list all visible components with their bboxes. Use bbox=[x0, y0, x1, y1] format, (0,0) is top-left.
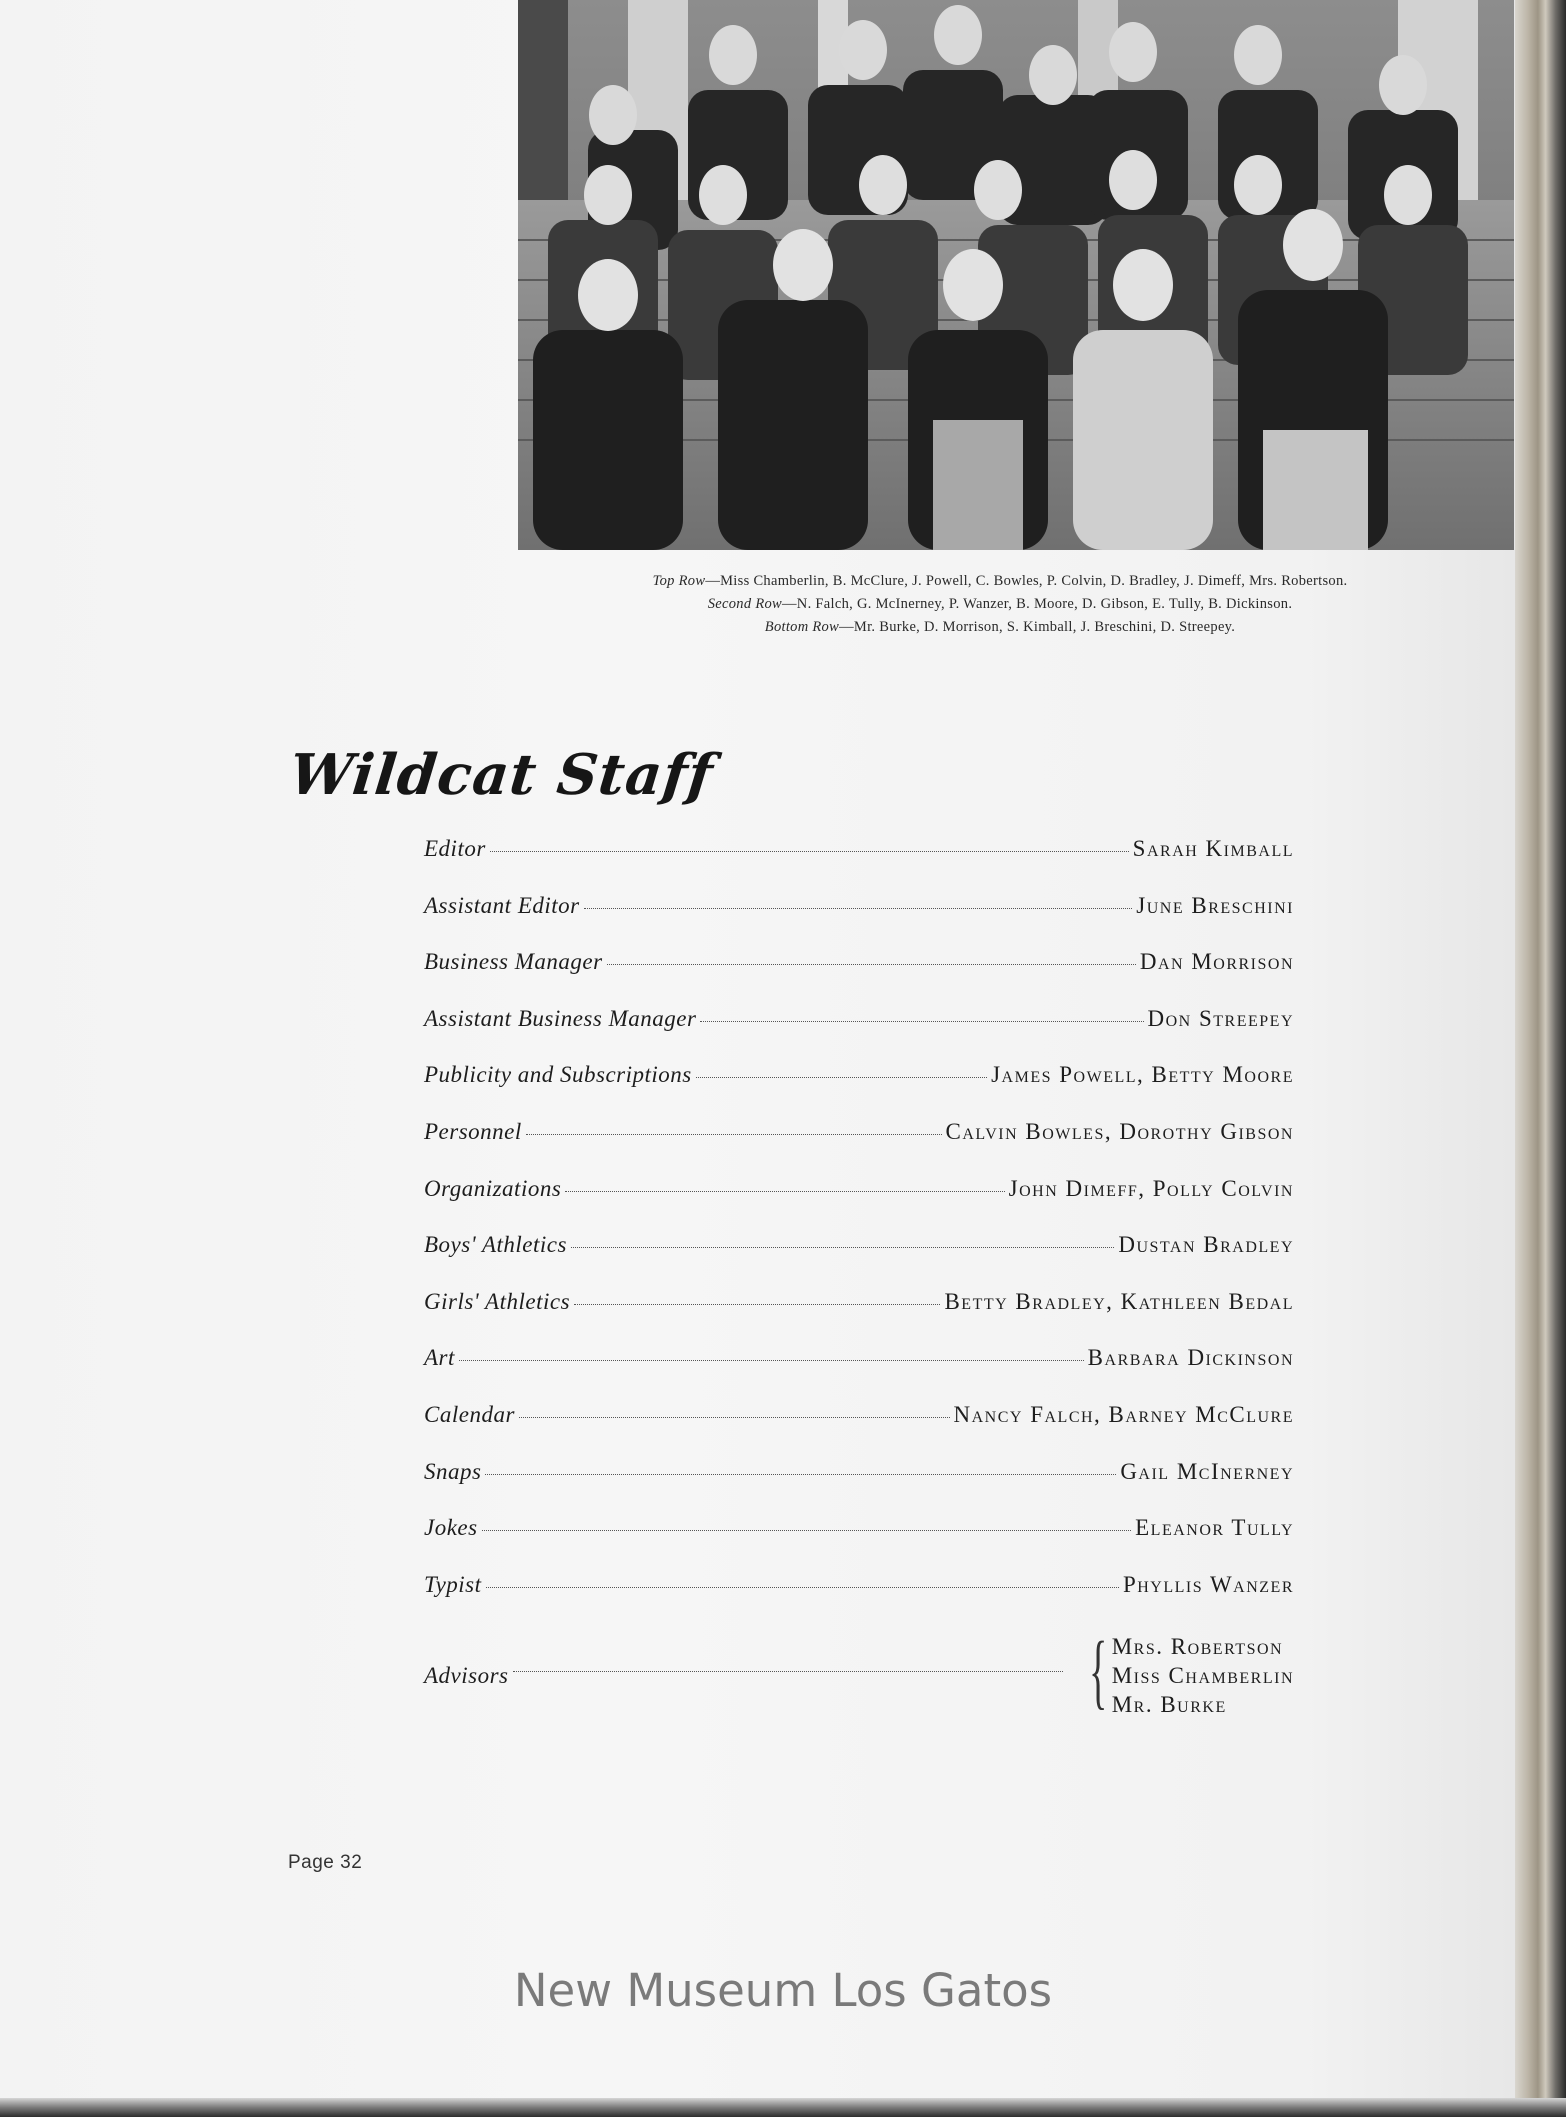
staff-row bbox=[424, 1232, 1294, 1289]
staff-role: Business Manager bbox=[424, 949, 603, 975]
staff-role: Assistant Editor bbox=[424, 892, 580, 918]
caption-bottom-row: Bottom Row—Mr. Burke, D. Morrison, S. Kimball, J. Breschini, D. Streepey. bbox=[764, 619, 1236, 635]
staff-role: Girls' Athletics bbox=[424, 1288, 571, 1314]
dot-leader bbox=[459, 1360, 1084, 1361]
dot-leader bbox=[526, 1134, 942, 1135]
book-binding bbox=[1515, 0, 1566, 2117]
staff-name: Nancy Falch, Barney McClure bbox=[953, 1401, 1294, 1427]
staff-name: Eleanor Tully bbox=[1135, 1515, 1294, 1541]
staff-role: Art bbox=[424, 1345, 455, 1371]
staff-role: Editor bbox=[424, 836, 486, 861]
staff-list bbox=[424, 836, 1294, 1628]
staff-role: Calendar bbox=[424, 1401, 515, 1427]
dot-leader bbox=[700, 1021, 1143, 1022]
staff-role: Boys' Athletics bbox=[424, 1232, 567, 1258]
staff-role: Organizations bbox=[424, 1175, 562, 1201]
advisors-row bbox=[424, 1624, 1294, 1719]
caption-top-row: Top Row—Miss Chamberlin, B. McClure, J. Powell, C. Bowles, P. Colvin, D. Bradley, J. Dimeff, Mrs. Robertson. bbox=[652, 573, 1348, 589]
staff-name: Don Streepey bbox=[1147, 1005, 1294, 1031]
dot-leader bbox=[486, 1587, 1119, 1588]
staff-name: Betty Bradley, Kathleen Bedal bbox=[944, 1288, 1294, 1314]
dot-leader bbox=[565, 1191, 1004, 1192]
watermark-text: New Museum Los Gatos bbox=[513, 1964, 1053, 2017]
advisor-name: Mrs. Robertson bbox=[1111, 1634, 1284, 1659]
staff-row bbox=[424, 893, 1294, 950]
staff-name: John Dimeff, Polly Colvin bbox=[1008, 1175, 1294, 1201]
staff-name: James Powell, Betty Moore bbox=[991, 1062, 1294, 1088]
caption-second-row: Second Row—N. Falch, G. McInerney, P. Wanzer, B. Moore, D. Gibson, E. Tully, B. Dickinson. bbox=[707, 596, 1293, 612]
staff-role: Publicity and Subscriptions bbox=[424, 1062, 692, 1088]
staff-name: Gail McInerney bbox=[1120, 1458, 1294, 1484]
staff-row bbox=[424, 949, 1294, 1006]
page-title: Wildcat Staff bbox=[286, 742, 717, 808]
staff-row bbox=[424, 1345, 1294, 1402]
staff-name: Dan Morrison bbox=[1139, 949, 1294, 975]
staff-role: Assistant Business Manager bbox=[424, 1005, 697, 1031]
dot-leader bbox=[574, 1304, 940, 1305]
staff-name: Sarah Kimball bbox=[1132, 836, 1294, 861]
advisor-name: Mr. Burke bbox=[1111, 1692, 1227, 1717]
dot-leader bbox=[519, 1417, 950, 1418]
staff-role: Advisors bbox=[424, 1662, 509, 1688]
staff-row bbox=[424, 1572, 1294, 1629]
staff-name: Barbara Dickinson bbox=[1087, 1345, 1294, 1371]
staff-row bbox=[424, 1515, 1294, 1572]
staff-name: Phyllis Wanzer bbox=[1122, 1571, 1294, 1597]
staff-row bbox=[424, 1062, 1294, 1119]
dot-leader bbox=[485, 1474, 1116, 1475]
staff-role: Typist bbox=[424, 1571, 482, 1597]
photo-caption bbox=[520, 570, 1480, 639]
staff-row bbox=[424, 1459, 1294, 1516]
staff-row bbox=[424, 836, 1294, 893]
staff-row bbox=[424, 1402, 1294, 1459]
dot-leader bbox=[513, 1671, 1064, 1672]
staff-role: Jokes bbox=[424, 1515, 478, 1541]
staff-row bbox=[424, 1119, 1294, 1176]
page-number: Page 32 bbox=[288, 1852, 363, 1873]
staff-name: Calvin Bowles, Dorothy Gibson bbox=[945, 1118, 1294, 1144]
advisor-name: Miss Chamberlin bbox=[1111, 1663, 1294, 1688]
staff-row bbox=[424, 1176, 1294, 1233]
page-bottom-edge bbox=[0, 2098, 1566, 2117]
brace-glyph: { bbox=[1089, 1624, 1108, 1718]
staff-name: Dustan Bradley bbox=[1118, 1232, 1294, 1258]
dot-leader bbox=[584, 908, 1133, 909]
dot-leader bbox=[571, 1247, 1114, 1248]
dot-leader bbox=[607, 964, 1136, 965]
staff-group-photo bbox=[518, 0, 1514, 550]
dot-leader bbox=[490, 851, 1129, 852]
staff-role: Personnel bbox=[424, 1118, 522, 1144]
dot-leader bbox=[482, 1530, 1132, 1531]
staff-row bbox=[424, 1289, 1294, 1346]
advisor-names bbox=[1112, 1632, 1294, 1719]
staff-name: June Breschini bbox=[1136, 892, 1294, 918]
dot-leader bbox=[696, 1077, 987, 1078]
staff-row bbox=[424, 1006, 1294, 1063]
staff-role: Snaps bbox=[424, 1458, 482, 1484]
